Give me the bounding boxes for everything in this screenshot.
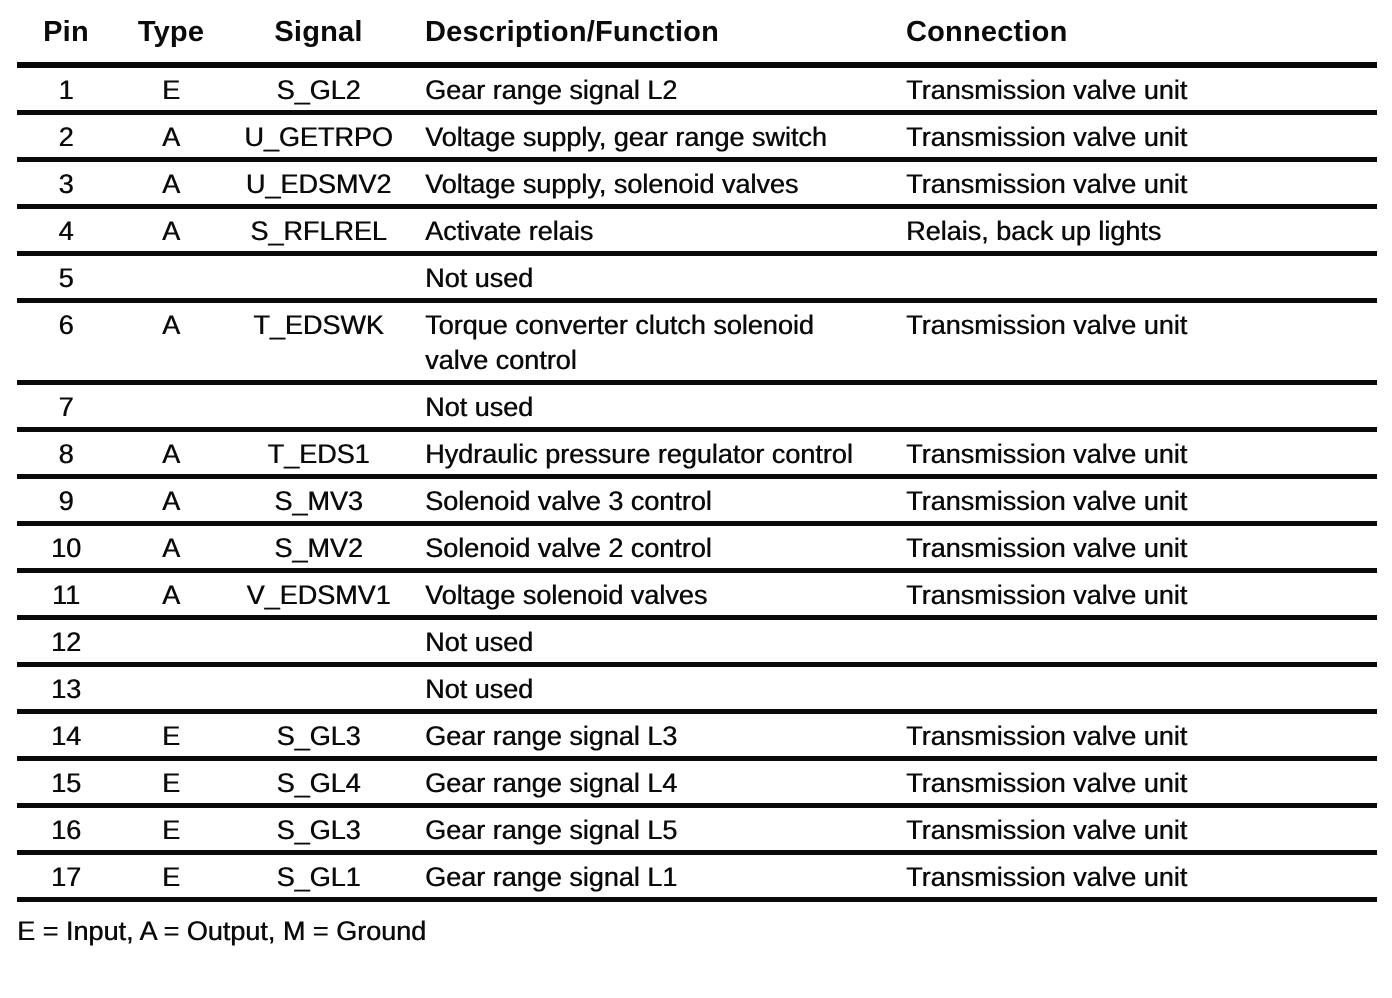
connection-cell: Transmission valve unit	[906, 580, 1188, 610]
signal-cell: S_GL1	[276, 862, 361, 892]
pin-cell: 12	[50, 627, 82, 657]
type-cell: A	[161, 169, 180, 199]
pin-cell: 10	[50, 533, 82, 563]
table-row	[17, 759, 1377, 806]
pin-cell: 4	[58, 216, 74, 246]
signal-cell: S_GL3	[276, 721, 361, 751]
type-cell	[115, 618, 227, 665]
description-cell: Gear range signal L2	[425, 75, 678, 105]
table-row	[17, 207, 1377, 254]
description-cell: Activate relais	[425, 216, 594, 246]
type-cell: A	[161, 533, 180, 563]
pin-cell: 5	[58, 263, 74, 293]
connection-cell: Transmission valve unit	[906, 862, 1188, 892]
description-cell: Gear range signal L5	[425, 815, 678, 845]
description-cell: Voltage solenoid valves	[425, 580, 708, 610]
description-cell: Gear range signal L1	[425, 862, 678, 892]
connection-cell	[888, 383, 1377, 430]
table-row	[17, 712, 1377, 759]
type-cell: A	[161, 439, 180, 469]
table-row	[17, 383, 1377, 430]
description-cell: Solenoid valve 2 control	[425, 533, 712, 563]
pin-cell: 14	[50, 721, 82, 751]
description-cell: Gear range signal L3	[425, 721, 678, 751]
pin-cell: 16	[50, 815, 82, 845]
table-row	[17, 160, 1377, 207]
pin-cell: 2	[58, 122, 74, 152]
pin-cell: 6	[58, 310, 74, 340]
connection-cell: Transmission valve unit	[906, 75, 1188, 105]
connection-cell: Transmission valve unit	[906, 310, 1188, 340]
table-row	[17, 618, 1377, 665]
table-row	[17, 301, 1377, 383]
description-cell: Torque converter clutch solenoid valve control	[425, 310, 814, 375]
connection-cell	[888, 618, 1377, 665]
table-body	[17, 65, 1377, 900]
connection-cell	[888, 665, 1377, 712]
signal-cell: T_EDSWK	[253, 310, 384, 340]
type-cell: A	[161, 580, 180, 610]
type-cell	[115, 665, 227, 712]
table-row	[17, 524, 1377, 571]
signal-cell	[227, 665, 410, 712]
connection-cell: Transmission valve unit	[906, 169, 1188, 199]
pin-cell: 17	[50, 862, 82, 892]
description-cell: Not used	[425, 263, 534, 293]
type-cell: E	[161, 815, 180, 845]
column-header-signal: Signal	[274, 16, 363, 48]
signal-cell: S_MV2	[274, 533, 363, 563]
description-cell: Voltage supply, gear range switch	[425, 122, 827, 152]
column-header-type: Type	[137, 16, 205, 48]
description-cell: Solenoid valve 3 control	[425, 486, 712, 516]
type-cell: E	[161, 721, 180, 751]
type-cell: A	[161, 486, 180, 516]
connection-cell: Transmission valve unit	[906, 721, 1188, 751]
pin-cell: 7	[58, 392, 74, 422]
signal-cell: S_MV3	[274, 486, 363, 516]
signal-cell: S_GL4	[276, 768, 361, 798]
signal-cell	[227, 254, 410, 301]
connection-cell: Relais, back up lights	[906, 216, 1162, 246]
description-cell: Not used	[425, 674, 534, 704]
connection-cell: Transmission valve unit	[906, 533, 1188, 563]
pin-cell: 11	[51, 580, 81, 610]
description-cell: Hydraulic pressure regulator control	[425, 439, 853, 469]
signal-cell: S_GL2	[276, 75, 361, 105]
table-row	[17, 665, 1377, 712]
description-cell: Not used	[425, 627, 534, 657]
type-cell: A	[161, 216, 180, 246]
table-row	[17, 853, 1377, 900]
pin-cell: 3	[58, 169, 74, 199]
signal-cell: T_EDS1	[267, 439, 370, 469]
pin-cell: 13	[50, 674, 82, 704]
table-row	[17, 477, 1377, 524]
table-row	[17, 571, 1377, 618]
signal-cell: U_GETRPO	[244, 122, 393, 152]
column-header-pin: Pin	[43, 16, 89, 48]
table-header-row	[17, 6, 1377, 65]
description-cell: Not used	[425, 392, 534, 422]
connection-cell: Transmission valve unit	[906, 768, 1188, 798]
type-cell: E	[161, 768, 180, 798]
type-cell: A	[161, 122, 180, 152]
table-row	[17, 65, 1377, 113]
connection-cell: Transmission valve unit	[906, 122, 1188, 152]
legend-note: E = Input, A = Output, M = Ground	[17, 916, 427, 946]
table-row	[17, 806, 1377, 853]
connection-cell	[888, 254, 1377, 301]
description-cell: Voltage supply, solenoid valves	[425, 169, 799, 199]
pin-cell: 15	[50, 768, 82, 798]
pin-cell: 8	[58, 439, 74, 469]
type-cell	[115, 254, 227, 301]
pin-cell: 1	[58, 75, 74, 105]
signal-cell: S_RFLREL	[250, 216, 387, 246]
pin-cell: 9	[58, 486, 74, 516]
signal-cell: U_EDSMV2	[245, 169, 392, 199]
column-header-connection: Connection	[906, 16, 1068, 48]
connection-cell: Transmission valve unit	[906, 815, 1188, 845]
signal-cell: S_GL3	[276, 815, 361, 845]
signal-cell	[227, 383, 410, 430]
table-row	[17, 254, 1377, 301]
table-header	[17, 6, 1377, 65]
signal-cell	[227, 618, 410, 665]
type-cell: E	[161, 862, 180, 892]
table-row	[17, 430, 1377, 477]
type-cell: A	[161, 310, 180, 340]
description-cell: Gear range signal L4	[425, 768, 678, 798]
connection-cell: Transmission valve unit	[906, 486, 1188, 516]
table-row	[17, 113, 1377, 160]
connection-cell: Transmission valve unit	[906, 439, 1188, 469]
type-cell	[115, 383, 227, 430]
type-cell: E	[161, 75, 180, 105]
column-header-description: Description/Function	[425, 16, 719, 48]
pin-assignment-table	[17, 6, 1377, 902]
signal-cell: V_EDSMV1	[246, 580, 391, 610]
